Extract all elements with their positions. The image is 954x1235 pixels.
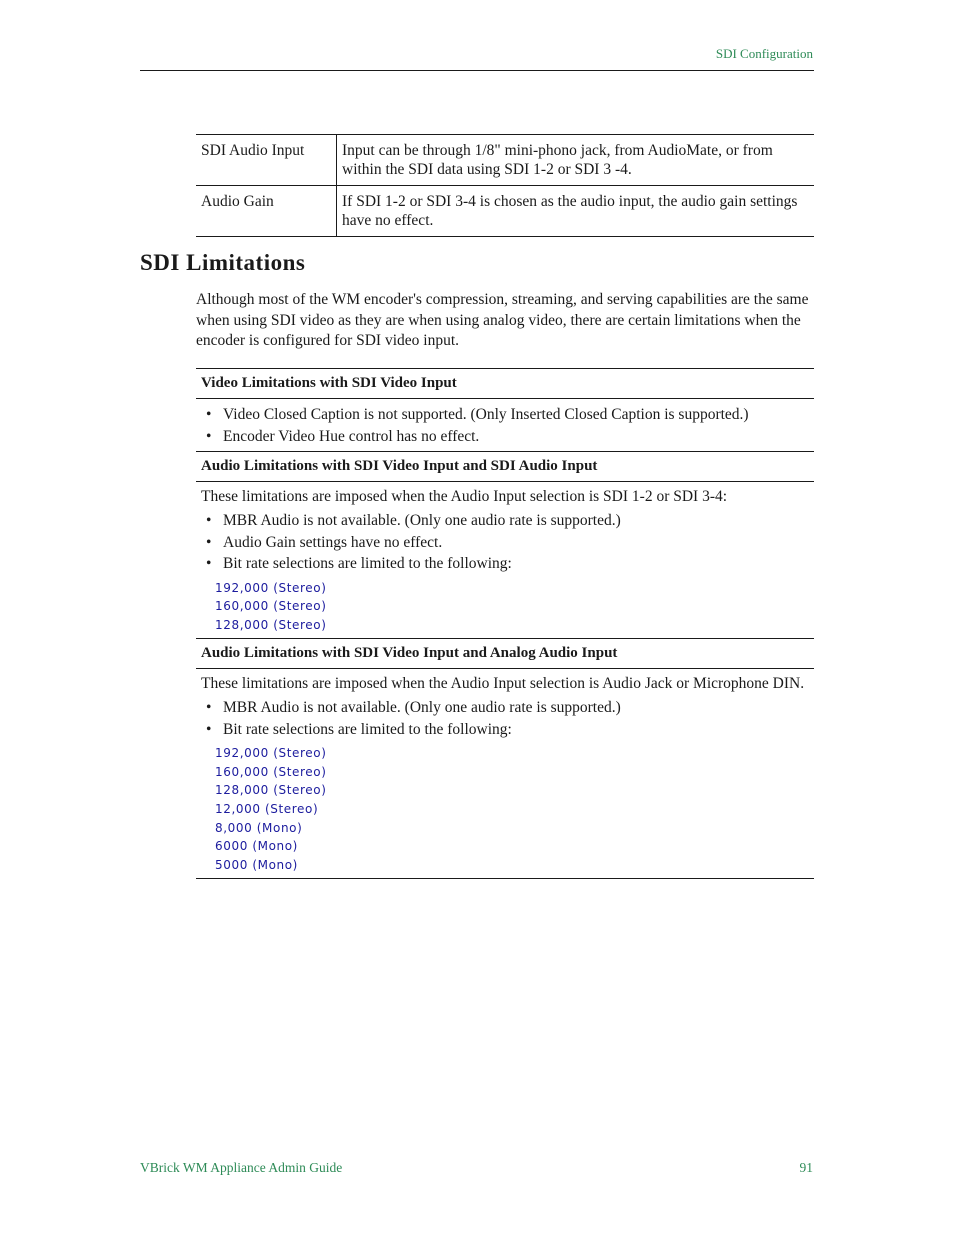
- bit-rate-item: 192,000 (Stereo): [215, 746, 327, 761]
- limitation-heading: Audio Limitations with SDI Video Input and Analog Audio Input: [196, 638, 814, 669]
- table-row: [196, 186, 814, 237]
- table-cell-desc: Input can be through 1/8" mini-phono jack, from AudioMate, or from within the SDI data using SDI 1-2 or SDI 3 -4.: [337, 135, 815, 186]
- table-cell-desc: If SDI 1-2 or SDI 3-4 is chosen as the audio input, the audio gain settings have no effect.: [337, 186, 815, 237]
- bullet-list: [201, 510, 809, 575]
- table-bottom-rule: [196, 878, 814, 879]
- bullet-list: [201, 697, 809, 740]
- bit-rate-list: [215, 744, 809, 874]
- bit-rate-item: 160,000 (Stereo): [215, 764, 327, 779]
- bit-rate-item: 12,000 (Stereo): [215, 802, 319, 817]
- limitations-table: [196, 368, 814, 879]
- bit-rate-item: 8,000 (Mono): [215, 820, 303, 835]
- bit-rate-item: 128,000 (Stereo): [215, 783, 327, 798]
- intro-paragraph: Although most of the WM encoder's compression, streaming, and serving capabilities are the same when using SDI video as they are when using analog video, there are certain limitations when the encoder is configured for SDI video input.: [196, 291, 809, 350]
- bit-rate-item: 128,000 (Stereo): [215, 617, 327, 632]
- table-cell-label: Audio Gain: [196, 186, 337, 237]
- limitation-body: [196, 669, 814, 878]
- list-item: • MBR Audio is not available. (Only one audio rate is supported.): [201, 510, 809, 532]
- running-header: SDI Configuration: [715, 46, 813, 61]
- list-item: • MBR Audio is not available. (Only one audio rate is supported.): [201, 697, 809, 719]
- list-item: • Bit rate selections are limited to the following:: [201, 719, 809, 741]
- limitation-body: [196, 399, 814, 451]
- limitation-heading: Audio Limitations with SDI Video Input and SDI Audio Input: [196, 451, 814, 482]
- bullet-list: [201, 404, 809, 447]
- bit-rate-item: 6000 (Mono): [215, 839, 298, 854]
- limitation-body: [196, 482, 814, 638]
- audio-settings-table: [196, 134, 814, 237]
- list-item: • Audio Gain settings have no effect.: [201, 532, 809, 554]
- bit-rate-item: 5000 (Mono): [215, 857, 298, 872]
- limitation-lead: These limitations are imposed when the Audio Input selection is SDI 1-2 or SDI 3-4:: [201, 488, 728, 505]
- limitation-lead: These limitations are imposed when the Audio Input selection is Audio Jack or Microphone DIN.: [201, 675, 805, 693]
- bit-rate-item: 192,000 (Stereo): [215, 580, 327, 595]
- footer-title: VBrick WM Appliance Admin Guide: [140, 1160, 343, 1175]
- table-cell-label: SDI Audio Input: [196, 135, 337, 186]
- list-item: • Encoder Video Hue control has no effect.: [201, 426, 809, 448]
- list-item: • Bit rate selections are limited to the following:: [201, 553, 809, 575]
- list-item: • Video Closed Caption is not supported. (Only Inserted Closed Caption is supported.): [201, 404, 809, 426]
- bit-rate-list: [215, 579, 809, 635]
- limitation-heading: Video Limitations with SDI Video Input: [196, 368, 814, 399]
- section-title: SDI Limitations: [140, 250, 306, 275]
- table-row: [196, 135, 814, 186]
- header-rule: [140, 70, 814, 71]
- bit-rate-item: 160,000 (Stereo): [215, 599, 327, 614]
- page-number: 91: [799, 1160, 813, 1175]
